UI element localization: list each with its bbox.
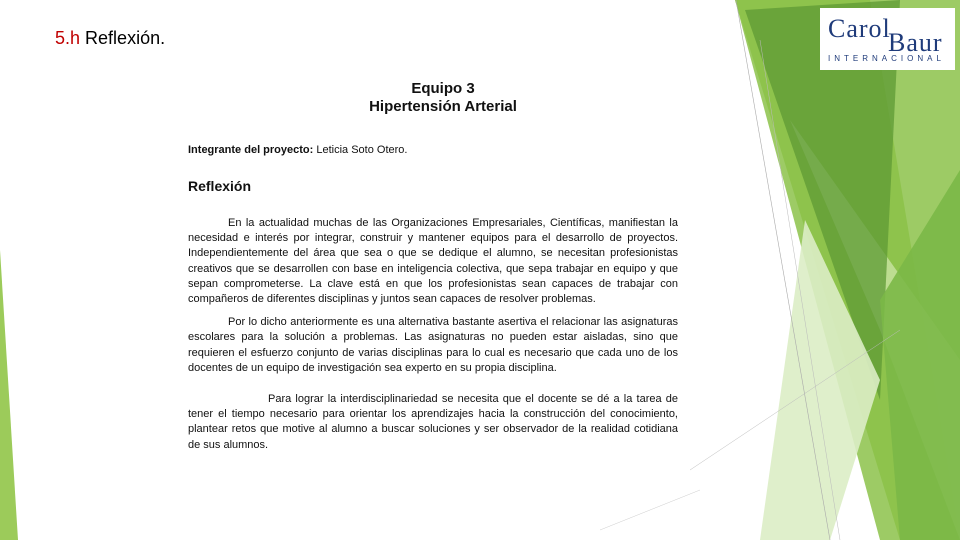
topic-title: Hipertensión Arterial	[369, 98, 517, 115]
paragraph-1: En la actualidad muchas de las Organizaciones Empresariales, Científicas, manifiestan la necesidad e interés por integrar, construir y mantener equipos para el desarrollo de proyectos. Independientemente del área que sea o que se dedique el alumno, se necesitan profesionistas creativos que se desarrollen con base en inteligencia colectiva, que sepa trabajar en equipo y que sepan comprometerse. La clave está en que los profesionistas sean capaces de trabajar con compañeros de diferentes disciplinas y juntos sean capaces de resolver problemas.	[188, 217, 678, 306]
logo-text-baur: Baur	[888, 28, 943, 57]
document-header	[188, 80, 678, 116]
carol-baur-logo	[826, 14, 950, 66]
logo-text-carol: Carol	[828, 14, 891, 43]
slide-title-text: Reflexión.	[85, 28, 166, 48]
paragraph-3: Para lograr la interdisciplinariedad se necesita que el docente se dé a la tarea de tener el tiempo necesario para orientar los aprendizajes hacia la construcción del conocimiento, plantear retos que motive al alumno a buscar soluciones y ser observador de la realidad cotidiana de sus alumnos.	[188, 393, 678, 451]
slide-title	[55, 28, 165, 49]
team-title: Equipo 3	[411, 80, 475, 97]
slide-number: 5.h	[55, 28, 81, 48]
document-page	[188, 80, 678, 453]
member-name: Leticia Soto Otero.	[316, 144, 408, 156]
project-member	[188, 144, 678, 156]
member-label: Integrante del proyecto:	[188, 144, 314, 156]
paragraph-2: Por lo dicho anteriormente es una alternativa bastante asertiva el relacionar las asignaturas escolares para la solución a problemas. Las asignaturas no pueden estar aisladas, sino que requieren el esfuerzo conjunto de varias disciplinas para lo cual es necesario que cada uno de los docentes de un equipo de investigación sea experto en su propia disciplina.	[188, 316, 678, 374]
logo-text-internacional: INTERNACIONAL	[828, 54, 945, 63]
section-title: Reflexión	[188, 178, 252, 194]
thin-accent-line	[600, 490, 700, 530]
left-green-wedge	[0, 250, 18, 540]
